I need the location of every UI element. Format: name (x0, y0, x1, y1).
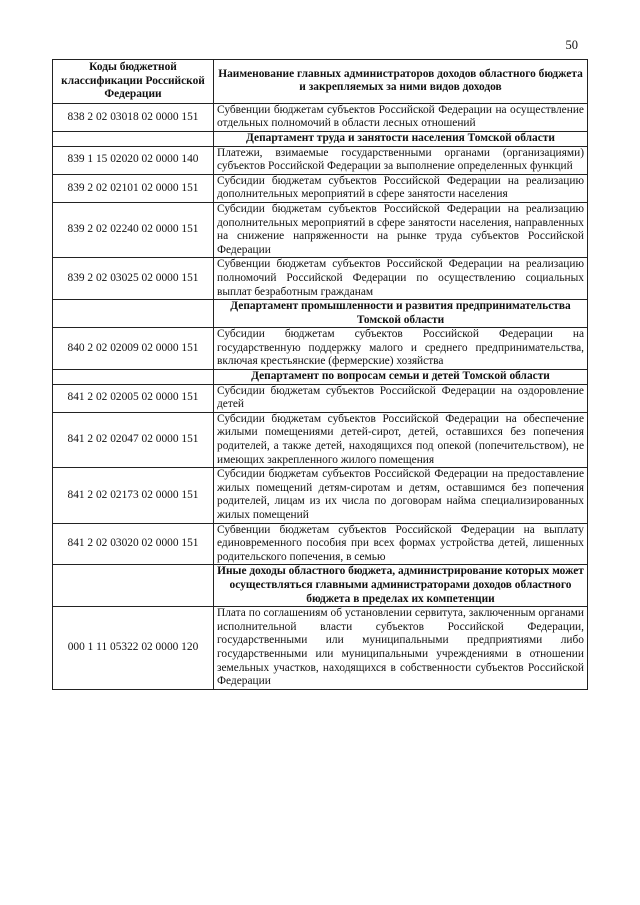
budget-code: 839 2 02 02240 02 0000 151 (53, 202, 214, 257)
budget-code: 841 2 02 02173 02 0000 151 (53, 468, 214, 523)
budget-code: 838 2 02 03018 02 0000 151 (53, 103, 214, 131)
section-title: Департамент по вопросам семьи и детей Томской области (214, 370, 588, 385)
empty-code-cell (53, 131, 214, 146)
section-row (53, 565, 588, 607)
budget-code: 841 2 02 02047 02 0000 151 (53, 412, 214, 467)
revenue-description: Субвенции бюджетам субъектов Российской Федерации на осуществление отдельных полномочий в области лесных отношений (214, 103, 588, 131)
revenue-description: Субсидии бюджетам субъектов Российской Федерации на государственную поддержку малого и среднего предпринимательства, включая крестьянские (фермерские) хозяйства (214, 328, 588, 370)
section-row (53, 370, 588, 385)
table-row (53, 174, 588, 202)
empty-code-cell (53, 370, 214, 385)
table-row (53, 258, 588, 300)
revenue-description: Субсидии бюджетам субъектов Российской Федерации на реализацию дополнительных мероприятий в сфере занятости населения (214, 174, 588, 202)
empty-code-cell (53, 565, 214, 607)
table-row (53, 468, 588, 523)
budget-code: 839 1 15 02020 02 0000 140 (53, 146, 214, 174)
revenue-description: Субсидии бюджетам субъектов Российской Федерации на обеспечение жилыми помещениями детей-сирот, детей, оставшихся без попечения родителей, а также детей, находящихся под опекой (попечительством), не имеющих закрепленного жилого помещения (214, 412, 588, 467)
table-row (53, 607, 588, 690)
table-row (53, 103, 588, 131)
page-number: 50 (565, 38, 578, 52)
table-row (53, 202, 588, 257)
table-row (53, 523, 588, 565)
revenue-description: Плата по соглашениям об установлении сервитута, заключенным органами исполнительной власти субъектов Российской Федерации, государственными или муниципальными предприятиями либо государственными или муниципальными учреждениями в отношении земельных участков, находящихся в собственности субъектов Российской Федерации (214, 607, 588, 690)
budget-code: 840 2 02 02009 02 0000 151 (53, 328, 214, 370)
table-row (53, 412, 588, 467)
table-row (53, 384, 588, 412)
header-names: Наименование главных администраторов доходов областного бюджета и закрепляемых за ними видов доходов (214, 60, 588, 104)
section-title: Департамент промышленности и развития предпринимательства Томской области (214, 300, 588, 328)
revenue-description: Субсидии бюджетам субъектов Российской Федерации на оздоровление детей (214, 384, 588, 412)
budget-code: 000 1 11 05322 02 0000 120 (53, 607, 214, 690)
budget-code: 839 2 02 03025 02 0000 151 (53, 258, 214, 300)
table-row (53, 328, 588, 370)
section-row (53, 300, 588, 328)
section-title: Иные доходы областного бюджета, администрирование которых может осуществляться главными администраторами доходов областного бюджета в пределах их компетенции (214, 565, 588, 607)
revenue-description: Субвенции бюджетам субъектов Российской Федерации на реализацию полномочий Российской Федерации по осуществлению социальных выплат безработным гражданам (214, 258, 588, 300)
section-row (53, 131, 588, 146)
section-title: Департамент труда и занятости населения Томской области (214, 131, 588, 146)
table-row (53, 146, 588, 174)
header-codes: Коды бюджетной классификации Российской Федерации (53, 60, 214, 104)
revenue-description: Субсидии бюджетам субъектов Российской Федерации на предоставление жилых помещений детям-сиротам и детям, оставшимся без попечения родителей, лицам из их числа по договорам найма специализированных жилых помещений (214, 468, 588, 523)
budget-code: 841 2 02 03020 02 0000 151 (53, 523, 214, 565)
empty-code-cell (53, 300, 214, 328)
budget-code: 839 2 02 02101 02 0000 151 (53, 174, 214, 202)
revenue-description: Субвенции бюджетам субъектов Российской Федерации на выплату единовременного пособия при всех формах устройства детей, лишенных родительского попечения, в семью (214, 523, 588, 565)
revenue-description: Платежи, взимаемые государственными органами (организациями) субъектов Российской Федерации за выполнение определенных функций (214, 146, 588, 174)
table-header-row (53, 60, 588, 104)
revenue-classification-table (52, 59, 588, 690)
revenue-description: Субсидии бюджетам субъектов Российской Федерации на реализацию дополнительных мероприятий в сфере занятости населения, направленных на снижение напряженности на рынке труда субъектов Российской Федерации (214, 202, 588, 257)
budget-code: 841 2 02 02005 02 0000 151 (53, 384, 214, 412)
